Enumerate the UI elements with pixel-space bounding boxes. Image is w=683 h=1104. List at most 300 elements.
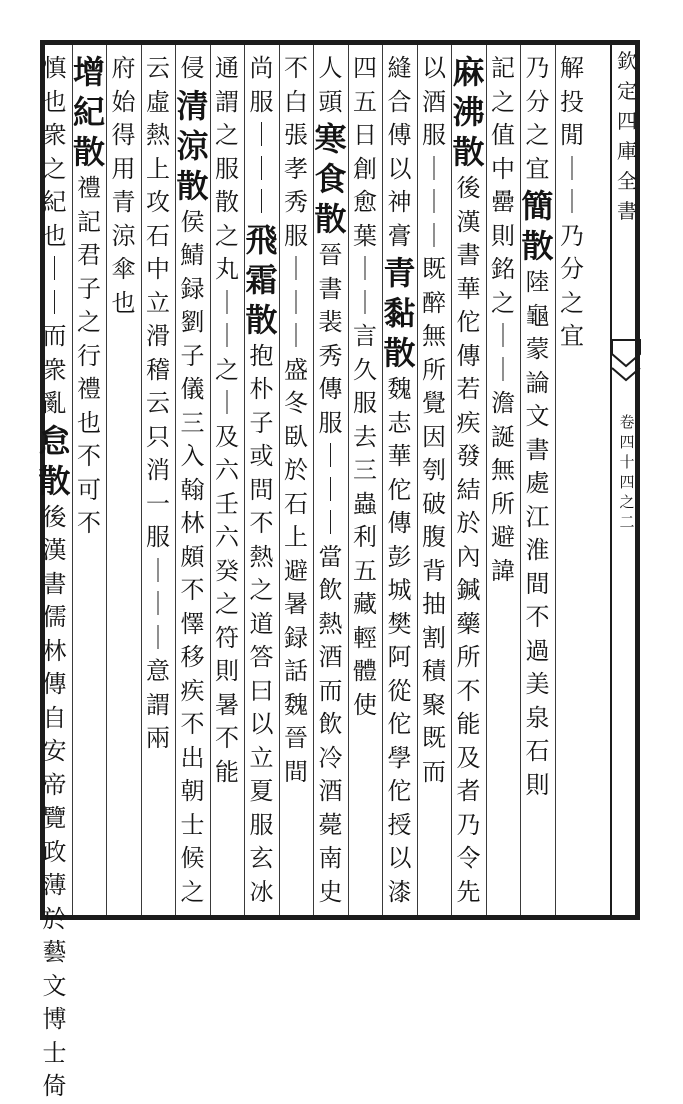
glyph: 不 — [180, 576, 205, 604]
glyph: 散 — [38, 461, 71, 500]
glyph: ｜ — [215, 322, 239, 350]
text-column — [415, 52, 453, 912]
glyph: 夏 — [249, 777, 274, 805]
text-column — [484, 52, 522, 912]
column-rule — [72, 45, 73, 915]
glyph: 魏 — [284, 690, 308, 719]
entry-text — [526, 266, 550, 802]
glyph: 創 — [353, 154, 377, 183]
glyph: 服 — [146, 523, 170, 551]
glyph: 麻 — [452, 53, 485, 91]
glyph: 傳 — [456, 341, 481, 370]
entry-text — [319, 239, 343, 909]
glyph: 間 — [284, 757, 308, 786]
glyph: 朴 — [249, 375, 274, 403]
glyph: 張 — [284, 121, 308, 149]
glyph: ｜ — [353, 288, 377, 317]
glyph: 晉 — [318, 241, 343, 269]
glyph: 熱 — [146, 121, 170, 149]
glyph: 之 — [491, 288, 515, 317]
glyph: 紀 — [72, 93, 105, 131]
glyph: 録 — [180, 274, 205, 303]
glyph: 君 — [77, 241, 101, 269]
glyph: 道 — [249, 609, 274, 638]
glyph: 謂 — [146, 690, 170, 719]
entry-text — [284, 119, 308, 789]
glyph: 熱 — [249, 542, 274, 571]
glyph: 云 — [146, 389, 170, 417]
glyph: 立 — [249, 743, 274, 772]
glyph: 書 — [318, 274, 343, 303]
glyph: 神 — [387, 188, 412, 216]
entry-text — [146, 52, 170, 756]
glyph: 散 — [383, 334, 416, 372]
glyph: 盛 — [284, 355, 308, 384]
glyph: ｜ — [215, 288, 239, 317]
glyph: 始 — [111, 87, 136, 116]
glyph: 背 — [422, 556, 446, 585]
glyph: 怠 — [38, 421, 71, 460]
glyph: 宜 — [525, 154, 550, 183]
text-column — [36, 52, 74, 1100]
glyph: 服 — [249, 87, 274, 116]
glyph: ｜ — [146, 556, 170, 585]
glyph: 卷 — [619, 413, 635, 431]
glyph: 行 — [77, 341, 101, 370]
glyph: 一 — [146, 489, 170, 518]
glyph: 之 — [491, 87, 515, 116]
glyph: 從 — [387, 676, 412, 705]
glyph: 不 — [180, 710, 205, 738]
glyph: 當 — [318, 542, 343, 571]
glyph: 以 — [249, 710, 274, 738]
text-column — [105, 52, 143, 912]
glyph: 酒 — [318, 777, 343, 805]
glyph: 投 — [560, 87, 584, 116]
glyph: ｜ — [146, 623, 170, 652]
glyph: 答 — [249, 643, 274, 671]
glyph: 通 — [215, 54, 239, 82]
glyph: 刳 — [422, 456, 446, 484]
glyph: 論 — [525, 368, 550, 397]
column-rule — [520, 45, 521, 915]
glyph: 散 — [72, 133, 105, 171]
entry-text — [560, 52, 584, 354]
glyph: 以 — [422, 54, 446, 82]
glyph: 可 — [77, 475, 101, 504]
glyph: 藏 — [353, 590, 377, 618]
banner-title — [616, 46, 638, 226]
glyph: 頭 — [318, 87, 343, 116]
glyph: 之 — [249, 576, 274, 604]
glyph: 樊 — [387, 609, 412, 638]
glyph: ｜ — [318, 509, 343, 537]
glyph: 飲 — [318, 576, 343, 604]
glyph: ｜ — [249, 154, 274, 183]
glyph: ｜ — [284, 322, 308, 350]
glyph: ｜ — [284, 255, 308, 283]
entry-text — [215, 220, 239, 790]
entry-text — [77, 172, 101, 541]
glyph: 書 — [617, 199, 637, 223]
glyph: 暑 — [284, 590, 308, 618]
glyph: 謂 — [215, 87, 239, 116]
glyph: 後 — [42, 502, 67, 531]
glyph: 石 — [284, 489, 308, 518]
glyph: ｜ — [42, 255, 67, 283]
glyph: 暑 — [215, 690, 239, 719]
glyph: 自 — [42, 703, 67, 732]
glyph: 孝 — [284, 154, 308, 183]
glyph: 之 — [560, 288, 584, 317]
entry-text — [112, 52, 136, 320]
glyph: 抽 — [422, 590, 446, 618]
glyph: 意 — [146, 657, 170, 685]
column-rule — [106, 45, 107, 915]
glyph: 安 — [42, 737, 67, 765]
glyph: 內 — [456, 542, 481, 571]
entry-text — [284, 52, 308, 119]
glyph: 宜 — [560, 322, 584, 350]
glyph: 虛 — [146, 87, 170, 116]
glyph: 入 — [180, 442, 205, 470]
glyph: 腹 — [422, 523, 446, 551]
glyph: 誕 — [491, 422, 515, 451]
glyph: ｜ — [353, 255, 377, 283]
glyph: 罍 — [491, 188, 515, 216]
glyph: 授 — [387, 810, 412, 839]
glyph: 結 — [456, 475, 481, 504]
glyph: 寒 — [314, 120, 347, 158]
glyph: 佗 — [387, 777, 412, 805]
glyph: 增 — [72, 53, 105, 91]
glyph: 彭 — [387, 542, 412, 571]
glyph: 儒 — [42, 603, 67, 631]
glyph: 閒 — [560, 121, 584, 149]
glyph: 蟲 — [353, 489, 377, 518]
glyph: ｜ — [249, 188, 274, 216]
glyph: 服 — [318, 408, 343, 437]
glyph: 既 — [422, 255, 446, 283]
glyph: 裴 — [318, 308, 343, 336]
glyph: 久 — [353, 355, 377, 384]
glyph: 而 — [422, 757, 446, 786]
text-column — [174, 52, 212, 912]
column-rule — [175, 45, 176, 915]
glyph: 值 — [491, 121, 515, 149]
column-rule — [141, 45, 142, 915]
glyph: 及 — [456, 743, 481, 772]
glyph: 之 — [215, 590, 239, 618]
text-column — [312, 52, 350, 912]
glyph: 傳 — [387, 509, 412, 537]
glyph: 傳 — [42, 670, 67, 698]
glyph: 文 — [525, 402, 550, 430]
glyph: 諱 — [491, 556, 515, 585]
glyph: ｜ — [560, 188, 584, 216]
glyph: 亂 — [42, 389, 67, 417]
glyph: 淮 — [525, 536, 550, 564]
entry-text — [526, 52, 550, 186]
glyph: 林 — [42, 636, 67, 665]
glyph: 者 — [456, 777, 481, 805]
glyph: 中 — [146, 255, 170, 283]
entry-text — [250, 52, 274, 220]
entry-text — [181, 52, 205, 86]
glyph: 衆 — [42, 355, 67, 384]
glyph: 南 — [318, 844, 343, 872]
glyph: 利 — [353, 523, 377, 551]
glyph: 蒙 — [525, 335, 550, 363]
glyph: 十 — [619, 453, 635, 471]
glyph: 薨 — [318, 810, 343, 839]
glyph: 聚 — [422, 690, 446, 719]
glyph: 六 — [215, 456, 239, 484]
glyph: 陸 — [525, 268, 550, 296]
glyph: 欽 — [617, 49, 637, 73]
glyph: 黏 — [383, 294, 416, 332]
glyph: 則 — [525, 770, 550, 799]
glyph: ｜ — [284, 288, 308, 317]
entry-text — [422, 52, 446, 789]
glyph: 於 — [42, 904, 67, 933]
glyph: 符 — [215, 623, 239, 652]
glyph: 涼 — [176, 126, 209, 165]
glyph: 石 — [146, 221, 170, 250]
glyph: 龜 — [525, 301, 550, 330]
glyph: 曰 — [249, 676, 274, 705]
glyph: 中 — [491, 154, 515, 183]
glyph: 子 — [180, 341, 205, 370]
glyph: 泉 — [525, 703, 550, 732]
glyph: 乃 — [525, 54, 550, 82]
glyph: 破 — [422, 489, 446, 518]
glyph: 也 — [42, 87, 67, 116]
glyph: 儀 — [180, 375, 205, 403]
glyph: 藝 — [42, 938, 67, 966]
glyph: 不 — [249, 509, 274, 537]
glyph: ｜ — [491, 355, 515, 384]
glyph: 冰 — [249, 877, 274, 906]
glyph: 記 — [491, 54, 515, 82]
column-rule — [451, 45, 452, 915]
glyph: 覽 — [42, 804, 67, 832]
glyph: ｜ — [560, 154, 584, 183]
entry-text — [250, 340, 274, 910]
glyph: 涼 — [111, 221, 136, 250]
glyph: 服 — [422, 121, 446, 149]
entry-text — [43, 501, 67, 1104]
glyph: 問 — [249, 475, 274, 504]
glyph: 食 — [314, 160, 347, 198]
glyph: 澹 — [491, 389, 515, 417]
glyph: ｜ — [422, 221, 446, 250]
glyph: 令 — [456, 844, 481, 872]
glyph: 使 — [353, 690, 377, 719]
glyph: 話 — [284, 657, 308, 685]
glyph: 城 — [387, 576, 412, 604]
column-rule — [417, 45, 418, 915]
glyph: 傅 — [387, 121, 412, 149]
text-column — [381, 52, 419, 912]
glyph: 漆 — [387, 877, 412, 906]
glyph: 頗 — [180, 542, 205, 571]
glyph: 書 — [456, 241, 481, 269]
glyph: 熱 — [318, 609, 343, 638]
column-rule — [313, 45, 314, 915]
glyph: 攻 — [146, 188, 170, 216]
glyph: 白 — [284, 87, 308, 116]
glyph: 不 — [77, 509, 101, 537]
glyph: 也 — [77, 408, 101, 437]
glyph: 服 — [353, 389, 377, 417]
glyph: 出 — [180, 743, 205, 772]
glyph: 所 — [491, 489, 515, 518]
glyph: ｜ — [215, 389, 239, 417]
glyph: 消 — [146, 456, 170, 484]
glyph: 無 — [422, 322, 446, 350]
glyph: 散 — [452, 133, 485, 171]
glyph: 尚 — [249, 54, 274, 82]
glyph: ｜ — [318, 442, 343, 470]
glyph: ｜ — [249, 121, 274, 149]
glyph: 葉 — [353, 221, 377, 250]
glyph: 佗 — [387, 475, 412, 504]
glyph: 懌 — [180, 609, 205, 638]
glyph: 晉 — [284, 724, 308, 752]
fish-tail-icon — [612, 340, 640, 380]
glyph: 體 — [353, 657, 377, 685]
glyph: 候 — [180, 844, 205, 872]
glyph: 則 — [491, 221, 515, 250]
glyph: 飛 — [245, 220, 278, 259]
glyph: 鯖 — [180, 241, 205, 269]
glyph: 之 — [215, 121, 239, 149]
entry-text — [491, 52, 515, 588]
entry-text — [181, 206, 205, 910]
glyph: 三 — [353, 456, 377, 484]
entry-heading — [383, 253, 415, 373]
glyph: 分 — [525, 87, 550, 116]
glyph: ｜ — [146, 590, 170, 618]
glyph: 三 — [180, 408, 205, 437]
glyph: 及 — [215, 422, 239, 451]
entry-text — [353, 52, 377, 220]
glyph: 乃 — [456, 810, 481, 839]
entry-heading — [521, 186, 553, 266]
glyph: 四 — [619, 473, 635, 491]
glyph: 壬 — [215, 489, 239, 518]
glyph: 士 — [180, 810, 205, 839]
glyph: 子 — [77, 274, 101, 303]
text-column — [277, 52, 315, 912]
glyph: 石 — [525, 737, 550, 765]
glyph: 之 — [180, 877, 205, 906]
column-rule — [348, 45, 349, 915]
glyph: 衆 — [42, 121, 67, 149]
glyph: 所 — [456, 643, 481, 671]
glyph: 青 — [111, 188, 136, 216]
glyph: 侯 — [180, 207, 205, 236]
glyph: 臥 — [284, 422, 308, 451]
page-banner — [610, 40, 640, 920]
glyph: 滑 — [146, 322, 170, 350]
entry-text — [457, 172, 481, 909]
glyph: 也 — [42, 221, 67, 250]
glyph: 冷 — [318, 743, 343, 772]
glyph: 禮 — [77, 174, 101, 202]
text-column — [139, 52, 177, 912]
glyph: 林 — [180, 509, 205, 537]
glyph: 全 — [617, 169, 637, 193]
glyph: 無 — [491, 456, 515, 484]
glyph: 積 — [422, 657, 446, 685]
glyph: 覺 — [422, 389, 446, 417]
glyph: ｜ — [422, 154, 446, 183]
glyph: 秀 — [318, 341, 343, 370]
glyph: 過 — [525, 636, 550, 665]
glyph: 云 — [146, 54, 170, 82]
glyph: 避 — [491, 523, 515, 551]
glyph: 簡 — [521, 187, 554, 225]
glyph: 分 — [560, 255, 584, 283]
glyph: 散 — [245, 300, 278, 339]
glyph: 言 — [353, 322, 377, 350]
glyph: 去 — [353, 422, 377, 451]
glyph: 丸 — [215, 255, 239, 283]
glyph: 紀 — [42, 188, 67, 216]
glyph: ｜ — [422, 188, 446, 216]
entry-text — [353, 220, 377, 723]
glyph: 間 — [525, 569, 550, 598]
glyph: 四 — [353, 54, 377, 82]
glyph: 合 — [387, 87, 412, 116]
glyph: 美 — [525, 670, 550, 698]
text-column — [450, 52, 488, 912]
glyph: 江 — [525, 502, 550, 531]
glyph: 酒 — [422, 87, 446, 116]
entry-heading — [176, 86, 208, 206]
entry-text — [215, 52, 239, 220]
glyph: 五 — [353, 556, 377, 585]
glyph: 學 — [387, 743, 412, 772]
glyph: 庫 — [617, 139, 637, 163]
glyph: 秀 — [284, 188, 308, 216]
glyph: 之 — [42, 154, 67, 183]
text-column — [208, 52, 246, 912]
glyph: 漢 — [456, 207, 481, 236]
glyph: 沸 — [452, 93, 485, 131]
glyph: 散 — [176, 166, 209, 205]
glyph: 之 — [77, 308, 101, 336]
glyph: 所 — [422, 355, 446, 384]
glyph: 先 — [456, 877, 481, 906]
column-rule — [210, 45, 211, 915]
glyph: 只 — [146, 422, 170, 451]
glyph: 不 — [215, 724, 239, 752]
glyph: 則 — [215, 657, 239, 685]
glyph: 服 — [249, 810, 274, 839]
glyph: 子 — [249, 408, 274, 437]
glyph: 抱 — [249, 341, 274, 370]
glyph: 輕 — [353, 623, 377, 652]
glyph: 以 — [387, 154, 412, 183]
glyph: 魏 — [387, 375, 412, 403]
glyph: 發 — [456, 442, 481, 470]
column-rule — [279, 45, 280, 915]
glyph: 四 — [619, 433, 635, 451]
glyph: 鍼 — [456, 576, 481, 604]
